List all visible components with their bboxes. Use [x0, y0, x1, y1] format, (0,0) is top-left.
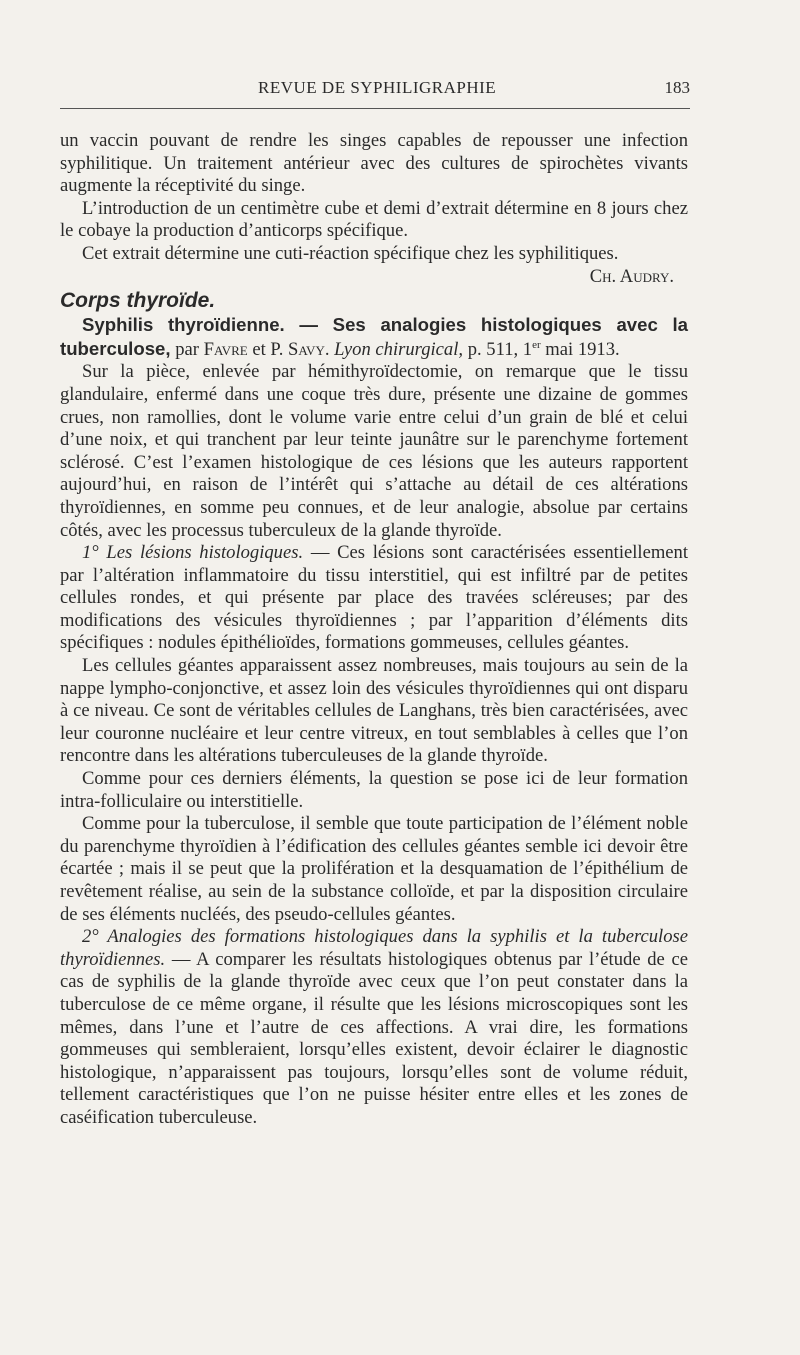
citation-superscript: er: [532, 338, 541, 351]
section-title: Corps thyroïde.: [60, 289, 216, 313]
article2-paragraph-5: Comme pour la tuberculose, il semble que toute participation de l’élément noble du parenchyme thyroïdien à l’édification des cellules géantes semble ici devoir être écartée ; mais il se peut que la prolifération et la desquamation de l’épithélium de revêtement réalise, au sein de la substance colloïde, et par la disposition circulaire de ses éléments nucléés, des pseudo-cellules géantes.: [60, 813, 688, 925]
page-number: 183: [664, 78, 690, 97]
author-1: Favre: [203, 338, 248, 360]
signature-text: Ch. Audry.: [589, 265, 674, 287]
article2-paragraph-4: Comme pour ces derniers éléments, la question se pose ici de leur formation intra-folliculaire ou interstitielle.: [60, 768, 688, 812]
article1-signature: [60, 266, 688, 289]
article2-paragraph-3: Les cellules géantes apparaissent assez nombreuses, mais toujours au sein de la nappe lympho-conjonctive, et assez loin des vésicules thyroïdiennes qui ont disparu à ce niveau. Ce sont de véritables cellules de Langhans, très bien caractérisées, avec leur couronne nucléaire et leur centre vitreux, en tout semblables à celles que l’on rencontre dans les altérations tuberculeuses de la glande thyroïde.: [60, 655, 688, 767]
running-header: [60, 78, 690, 106]
running-title: REVUE DE SYPHILIGRAPHIE: [258, 78, 497, 97]
article1-paragraph-2: L’introduction de un centimètre cube et demi d’extrait détermine en 8 jours chez le cobaye la production d’anticorps spécifique.: [60, 197, 688, 242]
citation-pages: p. 511, 1: [467, 338, 533, 360]
authors-pre: par: [175, 338, 199, 360]
article1-paragraph-1: un vaccin pouvant de rendre les singes capables de repousser une infection syphilitique. Un traitement antérieur avec des cultures de spirochètes vivants augmente la réceptivité du singe.: [60, 130, 688, 197]
article2-paragraph-6: [60, 926, 688, 1129]
authors-mid: et P.: [252, 338, 284, 360]
citation-date: mai 1913.: [545, 338, 620, 360]
header-rule: [60, 108, 690, 109]
article1-paragraph-3: Cet extrait détermine une cuti-réaction spécifique chez les syphilitiques.: [82, 242, 619, 264]
subheading-lesions: 1° Les lésions histologiques.: [82, 542, 304, 564]
article2-paragraph-1: Sur la pièce, enlevée par hémithyroïdectomie, on remarque que le tissu glandulaire, enfermé dans une coque très dure, présente une dizaine de gommes crues, non ramollies, dont le volume varie entre celui d’un grain de blé et celui d’une noix, et qui tranchent par leur teinte jaunâtre sur le parenchyme fortement sclérosé. C’est l’examen histologique de ces lésions que les auteurs rapportent aujourd’hui, en raison de l’intérêt qui s’attache au détail de ces altérations thyroïdiennes, en somme peu connues, et de leur analogie, absolue par certains côtés, avec les processus tuberculeux de la glande thyroïde.: [60, 361, 688, 541]
article2-title: Syphilis thyroïdienne. — Ses analogies histologiques avec la tuberculose,: [60, 314, 688, 359]
article2-paragraph-2: [60, 542, 688, 655]
paragraph-6-text: — A comparer les résultats histologiques obtenus par l’étude de ce cas de syphilis de la glande thyroïde avec ceux que l’on peut constater dans la tuberculose de ce même organe, il résulte que les lésions microscopiques sont les mêmes, dans l’une et l’autre de ces affections. A vrai dire, les formations gommeuses qui sembleraient, lorsqu’elles existent, devoir éclairer le diagnostic histologique, n’apparaissent pas toujours, lorsqu’elles sont de volume réduit, tellement caractéristiques que l’on ne puisse hésiter entre elles et les zones de caséification tuberculeuse.: [60, 948, 689, 1128]
body-text: [60, 130, 688, 1130]
subheading-analogies: 2° Analogies des formations histologiques dans la syphilis et la tuberculose thyroïdiennes.: [60, 926, 688, 970]
paragraph-2-text: — Ces lésions sont caractérisées essentiellement par l’altération inflammatoire du tissu interstitiel, qui est infiltré par de petites cellules rondes, et qui présente par place des travées scléreuses; par des modifications des vésicules thyroïdiennes ; par l’apparition d’éléments dits spécifiques : nodules épithélioïdes, formations gommeuses, cellules géantes.: [60, 542, 689, 654]
author-2: Savy.: [288, 338, 330, 360]
article2-heading: [60, 314, 688, 361]
journal-name: Lyon chirurgical,: [334, 338, 464, 360]
